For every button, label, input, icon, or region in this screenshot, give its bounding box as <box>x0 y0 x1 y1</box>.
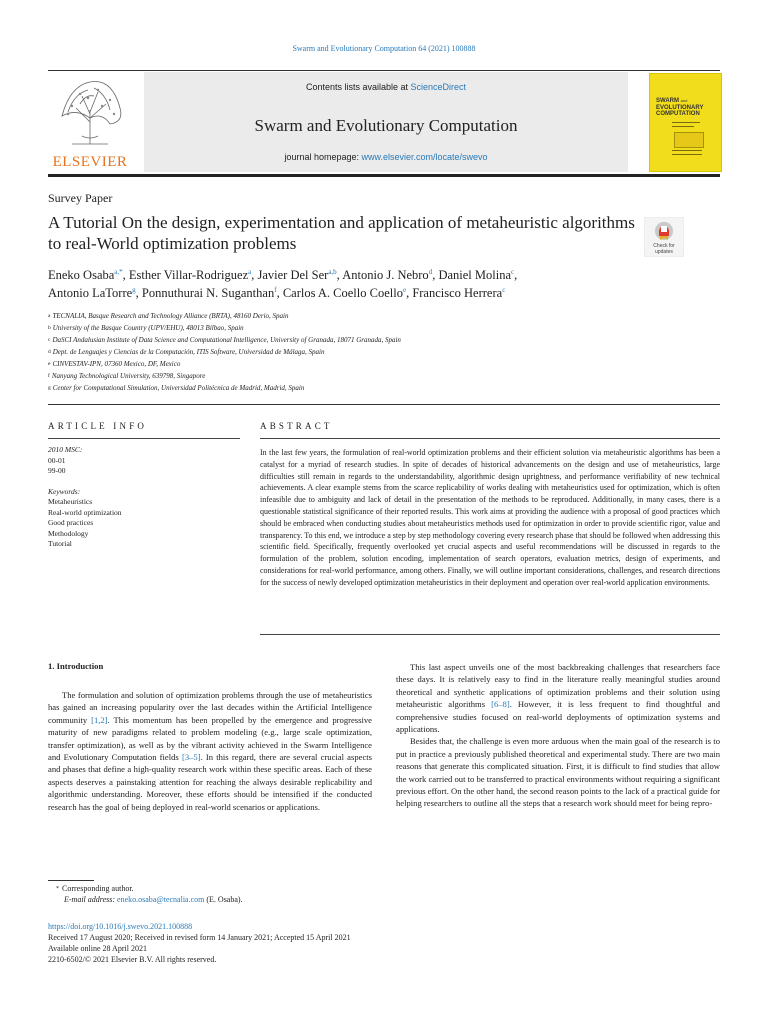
available-online-date: Available online 28 April 2021 <box>48 944 147 953</box>
keywords-label: Keywords: <box>48 486 81 496</box>
journal-cover-thumbnail[interactable] <box>649 73 722 172</box>
reference-link[interactable]: [1,2] <box>91 714 108 725</box>
cover-line <box>672 154 702 155</box>
cover-line <box>672 126 694 127</box>
body-column-left <box>48 689 372 813</box>
article-title: A Tutorial On the design, experimentation and application of metaheuristic algorithms to real-World optimization problems <box>48 213 635 253</box>
journal-homepage: journal homepage: www.elsevier.com/locate/swevo <box>284 152 488 162</box>
msc-label: 2010 MSC: <box>48 445 83 454</box>
abstract-rule <box>260 438 720 439</box>
cover-line <box>672 122 700 123</box>
author-name: Esther Villar-Rodriguez <box>128 268 249 282</box>
affiliation-item: $^a$ TECNALIA, Basque Research and Technology Alliance (BRTA), 48160 Derio, Spain <box>48 312 289 320</box>
affiliation-item: $^g$ Center for Computational Simulation, Universidad Politécnica de Madrid, Madrid, Spain <box>48 384 305 392</box>
author-affiliation-link[interactable]: c <box>502 285 506 294</box>
affiliation-list <box>48 310 708 394</box>
author-affiliation-link[interactable]: e <box>402 285 407 294</box>
keyword: Good practices <box>48 518 94 527</box>
article-type: Survey Paper <box>48 191 113 205</box>
svg-text:Check for: Check for <box>653 243 675 249</box>
contents-availability: Contents lists available at ScienceDirect <box>305 82 467 92</box>
journal-citation-link[interactable]: Swarm and Evolutionary Computation 64 (2021) 100888 <box>292 44 476 53</box>
author-affiliation-link[interactable]: d <box>428 267 433 276</box>
copyright-notice: 2210-6502/© 2021 Elsevier B.V. All rights reserved. <box>48 955 217 964</box>
section-divider <box>48 404 720 405</box>
author-affiliation-link[interactable]: g <box>132 285 136 294</box>
author-affiliation-link[interactable]: c <box>511 267 515 276</box>
author-name: Carlos A. Coello Coello <box>282 286 403 300</box>
keyword: Real-world optimization <box>48 507 122 517</box>
footnote-rule <box>48 880 94 881</box>
cover-block <box>674 132 704 148</box>
reference-link[interactable]: [6–8] <box>491 699 510 710</box>
elsevier-tree-icon <box>52 76 128 146</box>
msc-code: 99-00 <box>48 466 66 475</box>
author-affiliation-link[interactable]: a <box>248 267 252 276</box>
affiliation-item: $^b$ University of the Basque Country (UPV/EHU), 48013 Bilbao, Spain <box>48 324 244 332</box>
affiliation-item: $^c$ DaSCI Andalusian Institute of Data Science and Computational Intelligence, University of Granada, 18071 Granada, Spain <box>48 336 401 344</box>
body-paragraph: Besides that, the challenge is even more arduous when the main goal of the research is to put in practice a previously published theoretical and experimental study. There are two main reasons that generate this complicated situation. First, it is difficult to find studies that allow the work carried out to be transferred to practical environments without requiring a significant previous effort. On the other hand, the second reason points to the lack of a practical guide for helping researchers to outline all the steps that a research work should meet for being repro- <box>396 736 720 809</box>
abstract-bottom-rule <box>260 634 720 635</box>
header-bottom-rule <box>48 174 720 177</box>
journal-homepage-link[interactable]: www.elsevier.com/locate/swevo <box>361 152 488 162</box>
author-name: Eneko Osaba <box>48 268 115 282</box>
msc-code: 00-01 <box>48 455 66 465</box>
abstract-heading: ABSTRACT <box>260 421 333 431</box>
keyword: Methodology <box>48 528 89 538</box>
author-name: Ponnuthurai N. Suganthan <box>141 286 275 300</box>
author-affiliation-link[interactable]: a,* <box>114 267 123 276</box>
article-info-heading: ARTICLE INFO <box>48 421 148 431</box>
article-metadata <box>48 921 548 965</box>
elsevier-wordmark: ELSEVIER <box>52 154 128 170</box>
asterisk-marker: * <box>56 886 59 892</box>
author-name: Daniel Molina <box>438 268 511 282</box>
author-affiliation-link[interactable]: f <box>274 285 277 294</box>
body-paragraph: The formulation and solution of optimization problems through the use of metaheuristics has gained an increasing popularity over the last decades within the Artificial Intelligence community [1,2]. This momentum has been propelled by the emergence and progressive maturity of new paradigms related to problem modeling (e.g., large scale optimization, transfer optimization), as well as by the vibrant activity achieved in the Swarm Intelligence and Evolutionary Computation fields [3–5]. In this regard, there are several crucial aspects and phases that define a high-quality research work within these specific areas. Each of these aspects deserves a painstaking attention for reaching the always desirable replicability and algorithmic understanding. Moreover, these efforts should be intensified if the conducted research has the goal of being deployed in real-world scenarios or applications. <box>48 690 372 812</box>
abstract-text: In the last few years, the formulation of real-world optimization problems and their efficient solution via metaheuristic algorithms has been a catalyst for a myriad of research studies. In spite of decades of historical advancements on the design and use of metaheuristics, large difficulties still remain in regards to the understandability, algorithmic design uprightness, and performance verifiability of new technical achievements. A clear example stems from the scarce replicability of works dealing with metaheuristics used for optimization, which is often infeasible due to ambiguity and lack of detail in the presentation of the methods to be reproduced. Additionally, in many cases, there is a questionable statistical significance of their reported results. This work aims at providing the audience with a proposal of good practices which should be embraced when conducting studies about metaheuristics methods used for optimization in order to provide scientific rigor, value and transparency. To this end, we introduce a step by step methodology covering every research phase that should be followed when addressing this scientific field. Specifically, frequently overlooked yet crucial aspects and useful recommendations will be discussed in regards to the formulation of the problem, solution encoding, implementation of search operators, evaluation metrics, design of experiments, and considerations for real-world performance, among others. Finally, we will outline important considerations, challenges, and research directions for the success of newly developed optimization metaheuristics in their deployment and operation over real-world application environments. <box>260 448 720 587</box>
keyword: Metaheuristics <box>48 497 93 506</box>
article-info <box>48 445 240 550</box>
journal-header-box <box>144 72 628 172</box>
body-column-right <box>396 661 720 810</box>
footnote-corresponding: * Corresponding author. <box>56 884 134 893</box>
header-top-rule <box>48 70 720 71</box>
author-list: Eneko Osaba$^{a,*}$, Esther Villar-Rodriguez$^a$, Javier Del Ser$^{a,b}$, Antonio J. Nebro$^d$, Daniel Molina$^c$, Antonio LaTorre$^g$, Ponnuthurai N. Suganthan$^f$, Carlos A. Coello Coello$^e$, Francisco Herrera$^c$ <box>48 267 518 300</box>
affiliation-item: $^f$ Nanyang Technological University, 639798, Singapore <box>48 372 206 380</box>
check-for-updates-button[interactable] <box>644 217 684 257</box>
elsevier-logo <box>48 72 132 174</box>
author-name: Antonio J. Nebro <box>342 268 429 282</box>
article-info-rule <box>48 438 240 439</box>
svg-text:updates: updates <box>655 249 673 255</box>
cover-title: SWARM and EVOLUTIONARY COMPUTATION <box>656 98 704 117</box>
affiliation-item: $^d$ Dept. de Lenguajes y Ciencias de la Computación, ITIS Software, Universidad de Málaga, Spain <box>48 348 325 356</box>
reference-link[interactable]: [3–5] <box>181 752 201 763</box>
keyword: Tutorial <box>48 539 72 548</box>
check-for-updates-icon <box>644 217 684 257</box>
author-name: Francisco Herrera <box>412 286 503 300</box>
body-paragraph: This last aspect unveils one of the most backbreaking challenges that researchers face these days. It is relatively easy to find in the literature really meaningful studies around theoretical and synthetic applications of optimization problems and their solution using metaheuristic algorithms [6–8]. However, it is less frequent to find thoughtful and comprehensive studies focused on real-world deployments of optimization systems and applications. <box>396 662 720 735</box>
cover-line <box>672 150 702 151</box>
author-name: Javier Del Ser <box>257 268 329 282</box>
author-affiliation-link[interactable]: a,b <box>328 267 337 276</box>
doi-link[interactable]: https://doi.org/10.1016/j.swevo.2021.100888 <box>48 922 193 931</box>
author-name: Antonio LaTorre <box>48 286 133 300</box>
received-dates: Received 17 August 2020; Received in revised form 14 January 2021; Accepted 15 April 2021 <box>48 933 351 942</box>
affiliation-item: $^e$ CINVESTAV-IPN, 07360 Mexico, DF, Mexico <box>48 360 181 368</box>
sciencedirect-link[interactable]: ScienceDirect <box>410 82 467 92</box>
journal-title: Swarm and Evolutionary Computation <box>254 116 518 135</box>
footnote-email: E-mail address: eneko.osaba@tecnalia.com (E. Osaba). <box>64 895 243 904</box>
introduction-heading: 1. Introduction <box>48 661 104 671</box>
author-email-link[interactable]: eneko.osaba@tecnalia.com <box>117 895 205 904</box>
